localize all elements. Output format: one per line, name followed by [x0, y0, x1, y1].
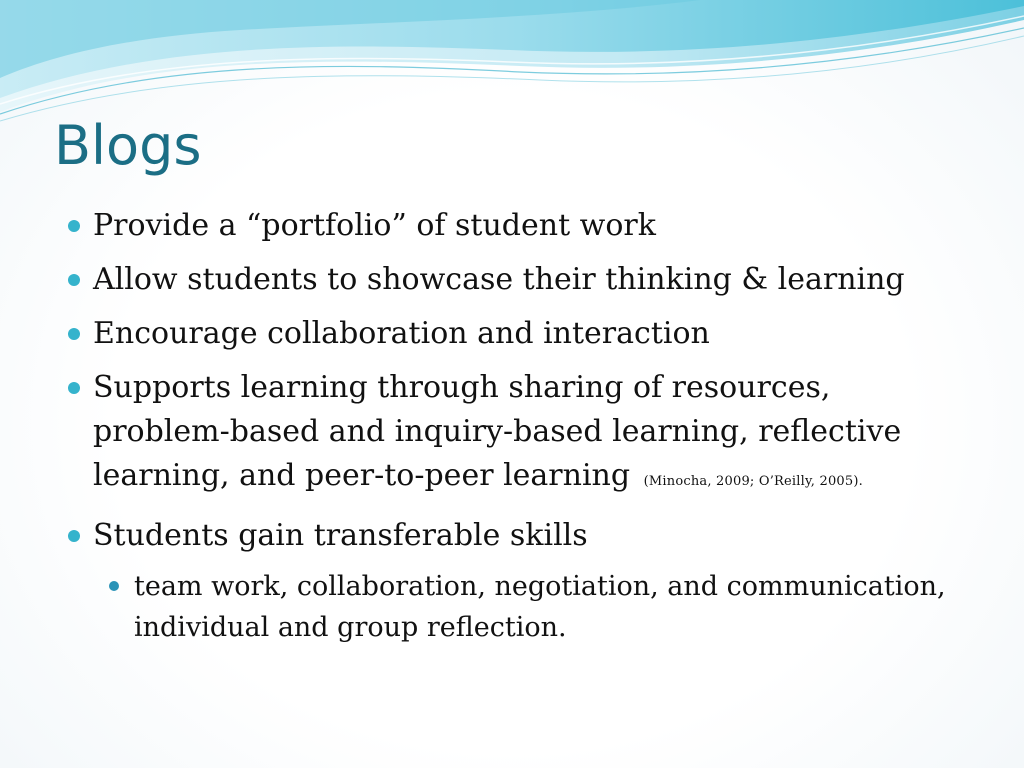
sub-bullet-dot-icon — [109, 581, 119, 591]
bullet-item — [66, 204, 966, 248]
bullet-text: Provide a “portfolio” of student work — [93, 208, 656, 243]
bullet-item — [66, 258, 966, 302]
bullet-text: Encourage collaboration and interaction — [93, 316, 710, 351]
bullet-dot-icon — [68, 382, 80, 394]
bullet-list — [66, 204, 966, 658]
slide-title: Blogs — [54, 114, 202, 177]
bullet-text: Allow students to showcase their thinking & learning — [93, 262, 905, 297]
bullet-dot-icon — [68, 328, 80, 340]
citation: (Minocha, 2009; O’Reilly, 2005). — [643, 474, 863, 489]
bullet-item — [66, 366, 966, 504]
bullet-text: Supports learning through sharing of resources, problem-based and inquiry-based learning, reflective learning, and peer-to-peer learning — [93, 370, 902, 493]
bullet-item — [66, 514, 966, 648]
bullet-item — [66, 312, 966, 356]
bullet-text: Students gain transferable skills — [93, 518, 588, 553]
sub-bullet-text: team work, collaboration, negotiation, and communication, individual and group reflection. — [134, 571, 946, 643]
bullet-dot-icon — [68, 274, 80, 286]
bullet-dot-icon — [68, 530, 80, 542]
sub-bullet-list — [107, 566, 966, 648]
sub-bullet-item — [107, 566, 966, 648]
bullet-dot-icon — [68, 220, 80, 232]
